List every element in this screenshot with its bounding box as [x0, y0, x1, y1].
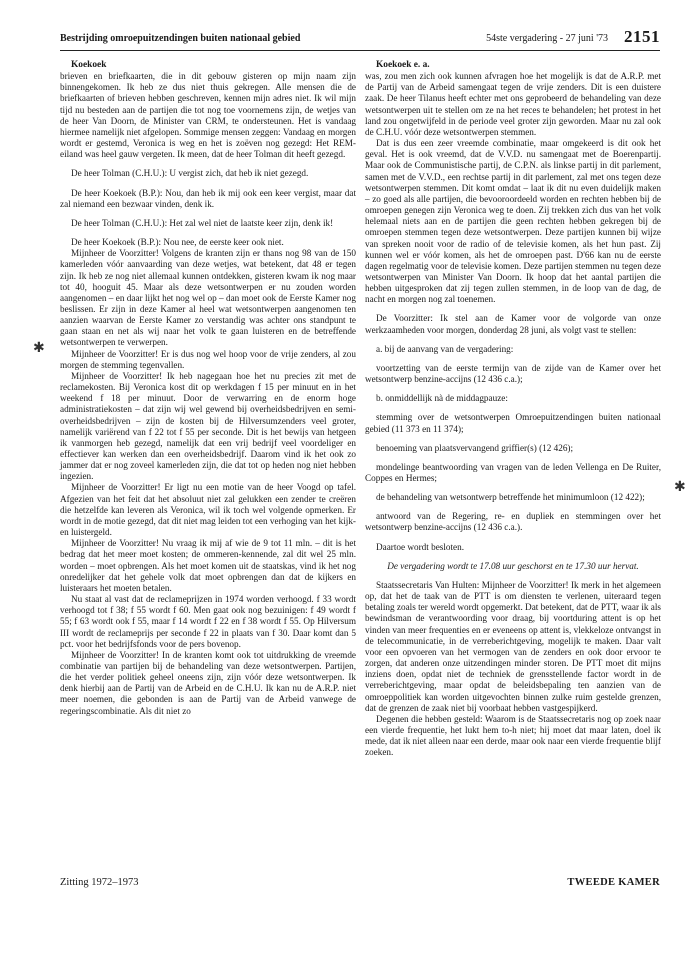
paragraph: Staatssecretaris Van Hulten: Mijnheer de Voorzitter! Ik merk in het algemeen op, dat het de taak van de PTT is om diensten te verlenen, uiteraard tegen betaling zoals ter wereld wordt opgemerkt. Dat betekent, dat de PTT, waar ik als bewindsman de verantwoording voor draag, bij voortduring attent is op het vinden van meer frequenties en er eveneens op attent is, vlekkeloze ontvangst in de telecommunicatie, in de verreberichtgeving, mogelijk te maken. Daar valt voor een opvoeren van het vermogen van de zenders en ook door ervoor te zorgen, dat anderen onze uitzendingen minder storen. De PTT moet dit mijns inziens doen, opdat niet de techniek de grensstellende factor wordt in de verreberichtgeving, maar opdat de beleidsbepaling ten aanzien van de omroeppolitiek kan worden uitgevochten binnen zulke ruim gestelde grenzen, dat de grenzen de zaak niet bij voorbaat hebben vastgespijkerd.	[365, 579, 661, 713]
page-header	[60, 29, 660, 49]
paragraph: De heer Tolman (C.H.U.): Het zal wel niet de laatste keer zijn, denk ik!	[71, 217, 334, 228]
footer-chamber: TWEEDE KAMER	[567, 877, 660, 888]
paragraph: Mijnheer de Voorzitter! Nu vraag ik mij af wie de 9 tot 11 mln. – dit is het bedrag dat het meer moet kosten; de ommeren-kennende, zal dit wel 25 mln. worden – moet opbrengen. Als het moet komen uit de staatskas, vind ik het nog onredelijker dat het gehele volk dat moet opbrengen dan dat de kijkers en luisteraars het moeten betalen.	[60, 538, 356, 593]
agenda-heading: b. onmiddellijk nà de middagpauze:	[376, 393, 508, 404]
page-footer	[60, 877, 660, 893]
paragraph: Nu staat al vast dat de reclameprijzen in 1974 worden verhoogd. f 33 wordt verhoogd tot f 38; f 55 wordt f 60. Men gaat ook nog bezuinigen: f 49 wordt f 55; f 63 wordt ook f 55, maar f 14 wordt f 22 en f 38 wordt f 55. Op Hilversum III wordt de reclameprijs per seconde f 22 in plaats van f 30. Daar komt dan 5 pct. voor het bedrijfsfonds voor de pers bovenop.	[60, 594, 356, 649]
header-session: 54ste vergadering - 27 juni '73	[486, 33, 608, 44]
paragraph: Mijnheer de Voorzitter! In de kranten komt ook tot uitdrukking de vreemde combinatie van partijen bij de behandeling van deze wetsontwerpen. Partijen, die het verder politiek geheel oneens zijn, zijn vóór deze wetsontwerpen. Ik denk hierbij aan de Partij van de Arbeid en de C.H.U. Ik kan nu de A.R.P. niet meer noemen, die gebonden is aan de Partij van de Arbeid vanwege de regeringscombinatie. Als dit niet zo	[60, 649, 356, 716]
left-column	[60, 60, 356, 717]
running-head-right: Koekoek e. a.	[376, 60, 430, 70]
decision-line: Daartoe wordt besloten.	[376, 541, 465, 552]
footer-session: Zitting 1972–1973	[60, 877, 139, 888]
header-title: Bestrijding omroepuitzendingen buiten nationaal gebied	[60, 33, 301, 44]
agenda-item: stemming over de wetsontwerpen Omroepuitzendingen buiten nationaal gebied (11 373 en 11 374);	[365, 412, 661, 434]
paragraph: De heer Koekoek (B.P.): Nou, dan heb ik mij ook een keer vergist, maar dat zal niemand een bezwaar vinden, denk ik.	[60, 187, 356, 209]
margin-correction-mark: ✱	[33, 341, 45, 356]
agenda-item: voortzetting van de eerste termijn van de zijde van de Kamer over het wetsontwerp benzine-accijns (12 436 c.a.);	[365, 362, 661, 385]
paragraph: was, zou men zich ook kunnen afvragen hoe het mogelijk is dat de A.R.P. met de Partij van de Arbeid samengaat tegen de vrije zenders. Dit is een duistere zaak. De heer Tilanus heeft echter met ons geprobeerd de behandeling van deze wetsontwerpen uit te stellen om ze na het reces te behandelen; het protest in het land zou ongetwijfeld in de periode veel groter zijn geworden. Maar nu zal ook de C.H.U. vóór deze wetsontwerpen stemmen.	[365, 71, 661, 137]
paragraph: Dat is dus een zeer vreemde combinatie, maar omgekeerd is dit ook het geval. Het is ook vreemd, dat de V.V.D. nu samengaat met de Boerenpartij. Maar ook de Communistische partij, de C.P.N. als linkse partij in dit parlement, samen met de V.V.D., een rechtse partij in dit parlement, zal met ons tegen deze wetsontwerpen stemmen. Dit komt omdat – laat ik dit nu even duidelijk maken – zo goed als alle partijen, die bevooroordeeld worden en rechten hebben bij de omroepen genegen zijn Veronica weg te doen. Zij trekken zich dus van het volk helemaal niets aan en de partijen die geen rechten hebben gekregen bij de omroepen stemmen tegen deze wetsontwerpen. Deze partijen kunnen bij wijze van spreken nooit voor de radio of de televisie komen, als het hun past. Zij kunnen wel er vóór komen, als het de omroepen past. D'66 kan nu de eerste dagen regelmatig voor de televisie komen. Deze partijen stemmen nu tegen deze wetsontwerpen van Minister Van Doorn. Ik hoop dat het aantal partijen die hebben uitgesproken dat zij tegen zullen stemmen, in de loop van de dag, de nacht en morgen nog zal toenemen.	[365, 138, 661, 305]
page-number: 2151	[624, 27, 660, 46]
paragraph: Mijnheer de Voorzitter! Er is dus nog wel hoop voor de vrije zenders, al zou morgen de stemming tegenvallen.	[60, 348, 356, 370]
agenda-item: mondelinge beantwoording van vragen van de leden Vellenga en De Ruiter, Coppes en Hermes;	[365, 461, 661, 483]
paragraph: Mijnheer de Voorzitter! Ik heb nagegaan hoe het nu precies zit met de reclamekosten. Bij Veronica kost dit op werkdagen f 15 per minuut en in het weekend f 18 per minuut. Door de verwarring en de enorm hoge administratiekosten – dat zijn wij wel gewend bij overheidsbedrijven en semi-overheidsbedrijven – zijn de kosten bij de Hilversumzenders veel groter, namelijk variërend van f 22 tot f 55 per seconde. Dit is het bewijs van hetgeen ik vanmorgen heb gezegd, namelijk dat een vrij bedrijf veel voordeliger en effectiever kan werken dan een overheidsbedrijf. Daarom vind ik het ook zo jammer dat er nog zoveel kamerleden zijn, die dat tot op heden nog niet hebben ingezien.	[60, 370, 356, 482]
margin-correction-mark: ✱	[674, 480, 686, 495]
paragraph: Mijnheer de Voorzitter! Volgens de kranten zijn er thans nog 98 van de 150 kamerleden vóór aanvaarding van deze wetjes, wat betekent, dat 48 er tegen zijn. Ik heb ze nog niet allemaal kunnen ontdekken, gisteren kwam ik nog maar tot 40, hooguit 45. Maar als deze wetsontwerpen er nu zouden worden aangenomen – en daar lijkt het nog wel op – dan moet ook de Eerste Kamer nog beslissen. Er zijn in deze Kamer al heel wat wetsontwerpen aangenomen ten aanzien waarvan de Eerste Kamer zo verstandig was achter ons standpunt te gaan staan en net als wij naar het volk te gaan luisteren en de betreffende wetsontwerpen te verwerpen.	[60, 248, 356, 348]
paragraph: De Voorzitter: Ik stel aan de Kamer voor de volgorde van onze werkzaamheden voor morgen, donderdag 28 juni, als volgt vast te stellen:	[365, 313, 661, 335]
paragraph: Mijnheer de Voorzitter! Er ligt nu een motie van de heer Voogd op tafel. Afgezien van het feit dat het absoluut niet zal gelukken een zender te creëren die hetzelfde kan leveren als Veronica, wil ik toch wel volgende opmerken. Er wordt in de motie gezegd, dat dit niet mag leiden tot een verhoging van het kijk- en luistergeld.	[60, 482, 356, 538]
header-rule	[60, 50, 660, 51]
right-column	[365, 60, 661, 758]
paragraph: brieven en briefkaarten, die in dit gebouw gisteren op mijn naam zijn binnengekomen. Ik heb ze dus niet thuis gekregen. Alle mensen die de briefkaarten of brieven hebben geschreven, kennen mijn adres niet. Ik wil mijn tijd nu besteden aan de partijen die tot nog toe voornemens zijn, de wetjes van de heer Van Doorn, de Minister van CRM, te ondersteunen. Het is vandaag hiermee namelijk niet afgelopen. Sommige mensen zeggen: Vandaag en morgen wordt er gestemd, Veronica is weg en het is zoëven nog gezegd: Het REM-eiland was heel gauw vergeten. Ik meen, dat de heer Tolman dit heeft gezegd.	[60, 71, 356, 160]
agenda-item: antwoord van de Regering, re- en dupliek en stemmingen over het wetsontwerp benzine-accijns (12 436 c.a.).	[365, 511, 661, 533]
paragraph: Degenen die hebben gesteld: Waarom is de Staatssecretaris nog op zoek naar een vierde frequentie, het lukt hem to-h niet; hij moet dat maar laten, doel ik mede, dat ik niet alleen naar een derde, maar ook naar een vierde frequentie blijf zoeken.	[365, 713, 661, 758]
suspension-notice: De vergadering wordt te 17.08 uur geschorst en te 17.30 uur hervat.	[387, 560, 639, 571]
paragraph: De heer Tolman (C.H.U.): U vergist zich, dat heb ik niet gezegd.	[71, 168, 309, 179]
agenda-heading: a. bij de aanvang van de vergadering:	[376, 343, 514, 354]
agenda-item: de behandeling van wetsontwerp betreffende het minimumloon (12 422);	[376, 492, 645, 503]
running-head-left: Koekoek	[71, 60, 107, 70]
paragraph: De heer Koekoek (B.P.): Nou nee, de eerste keer ook niet.	[71, 237, 284, 248]
agenda-item: benoeming van plaatsvervangend griffier(s) (12 426);	[376, 442, 574, 453]
